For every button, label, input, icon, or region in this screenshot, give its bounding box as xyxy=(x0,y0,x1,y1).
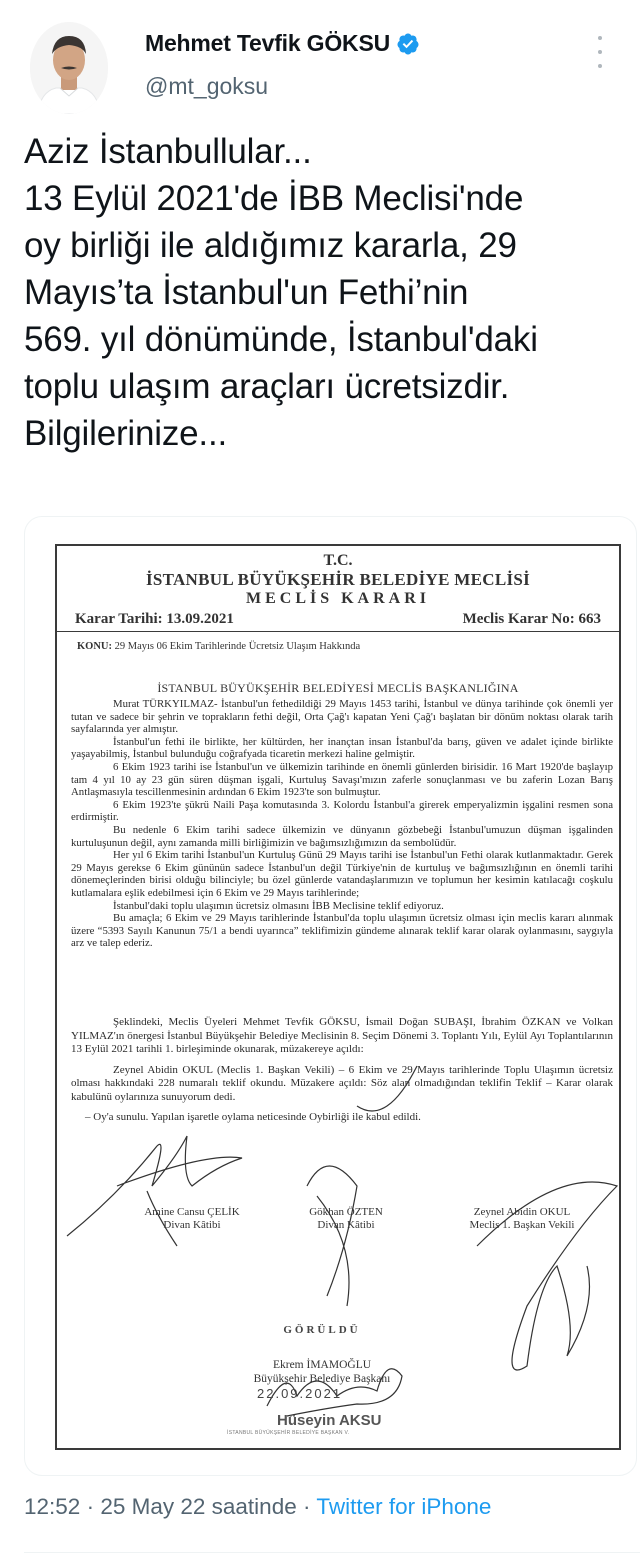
session-paragraph: Şeklindeki, Meclis Üyeleri Mehmet Tevfik GÖKSU, İsmail Doğan SUBAŞI, İbrahim ÖZKAN ve Volkan YILMAZ'ın önergesi İstanbul Büyükşehir Belediye Meclisinin 8. Seçim Dönemi 3. Toplantı Yılı, Eylül Ayı Toplantılarının 13 Eylül 2021 tarihli 1. birleşiminde okunarak, müzakereye açıldı: xyxy=(71,1016,613,1055)
signatory-title: Divan Kâtibi xyxy=(317,1219,375,1231)
doc-paragraph: İstanbul'un fethi ile birlikte, her kültürden, her inançtan insan İstanbul'da barış, güven ve adalet içinde birlikte yaşayabilmiş, İstanbul bulunduğu coğrafyada ticaretin merkezi haline gelmiştir. xyxy=(71,735,613,761)
tweet-date[interactable]: 25 May 22 saatinde xyxy=(100,1494,297,1519)
doc-paragraph: Her yıl 6 Ekim tarihi İstanbul'un Kurtuluş Günü 29 Mayıs tarihi ise İstanbul'un Fethi olarak kutlanmaktadır. Gerek 29 Mayıs gerekse 6 Ekim gününün sadece İstanbul'un değil Türkiye'nin de kurtuluş ve bağımsızlığının en önemli tarihi dönemeçlerinden birisi olduğu bilinciyle; bu özel günlerde vatandaşlarımızın ve toplumun her kesimin katılacağı coşkulu kutlamalara eşlik edebilmesi için 6 Ekim ve 29 Mayıs tarihlerinde; xyxy=(71,849,613,899)
mayor-block xyxy=(227,1358,417,1386)
tweet-media-image[interactable] xyxy=(24,516,637,1476)
subject-text: 29 Mayıs 06 Ekim Tarihlerinde Ücretsiz Ulaşım Hakkında xyxy=(114,641,361,652)
signatory-name: Zeynel Abidin OKUL xyxy=(473,1206,571,1218)
decision-number: Meclis Karar No: 663 xyxy=(462,611,601,627)
doc-tc: T.C. xyxy=(323,552,353,569)
tweet-time[interactable]: 12:52 xyxy=(24,1494,81,1519)
mayor-name: Ekrem İMAMOĞLU xyxy=(272,1359,372,1371)
doc-kind: MECLİS KARARI xyxy=(245,590,430,607)
signatory-3 xyxy=(447,1206,597,1232)
stamp-name: Hüseyin AKSU xyxy=(277,1412,382,1429)
vote-result: – Oy'a sunulu. Yapılan işaretle oylama neticesinde Oybirliği ile kabul edildi. xyxy=(85,1111,421,1123)
avatar-photo-icon xyxy=(30,22,108,114)
signatory-name: Amine Cansu ÇELİK xyxy=(144,1206,240,1218)
tweet-footer xyxy=(24,1494,491,1520)
tweet-text xyxy=(24,128,634,457)
doc-paragraph: Bu amaçla; 6 Ekim ve 29 Mayıs tarihlerinde İstanbul'da toplu ulaşımın ücretsiz olması için meclis kararı alınmak üzere “5393 Sayılı Kanunun 75/1 a bendi uyarınca” teklifimizin gündeme alınarak teklif karar olarak oylanmasını, saygıyla arz ve talep ederiz. xyxy=(71,912,613,950)
signatory-2 xyxy=(271,1206,421,1232)
tweet-source-link[interactable]: Twitter for iPhone xyxy=(316,1494,492,1519)
signatory-title: Divan Kâtibi xyxy=(163,1219,221,1231)
tweet-header xyxy=(0,0,640,120)
signatory-title: Meclis 1. Başkan Vekili xyxy=(469,1219,575,1231)
tweet-line: Bilgilerinize... xyxy=(24,414,227,453)
dot xyxy=(598,64,602,68)
tweet-line: 569. yıl dönümünde, İstanbul'daki xyxy=(24,320,538,359)
dot xyxy=(598,36,602,40)
signatory-name: Gökhan ÖZTEN xyxy=(309,1206,383,1218)
tweet-line: 13 Eylül 2021'de İBB Meclisi'nde xyxy=(24,179,524,218)
tweet-line: Mayıs’ta İstanbul'un Fethi’nin xyxy=(24,273,469,312)
separator: · xyxy=(86,1494,95,1519)
doc-paragraph: Bu nedenle 6 Ekim tarihi sadece ülkemizin ve dünyanın gözbebeği İstanbul'umuzun düşman işgalinden kurtuluşunun değil, aynı zamanda milli birliğimizin ve bağımsızlığımızın da sembolüdür. xyxy=(71,823,613,849)
tweet-line: oy birliği ile aldığımız kararla, 29 xyxy=(24,226,517,265)
tweet-line: toplu ulaşım araçları ücretsizdir. xyxy=(24,367,510,406)
more-options-icon[interactable] xyxy=(594,36,606,68)
doc-paragraph: Murat TÜRKYILMAZ- İstanbul'un fethedildiği 29 Mayıs 1453 tarihi, İstanbul ve dünya tarihinde çok önemli yer tutan ve sadece bir şehrin ve toprakların fethi değil, Orta Çağ'ı kapatan Yeni Çağ'ı başlatan bir dönüm noktası olarak tarih sayfalarında yer almıştır. xyxy=(71,698,613,736)
doc-paragraph: 6 Ekim 1923 tarihi ise İstanbul'un ve ülkemizin tarihinde en önemli günlerden birisidir. 16 Mart 1920'de başlayıp tam 4 yıl 10 ay 23 gün süren düşman işgali, Kurtuluş Savaşı'mızın zaferle sonuçlanması ve bu zaferin Lozan Barış Antlaşmasıyla tescillenmesinin ardından 6 Ekim 1923'te son bulmuştur. xyxy=(71,760,613,799)
decision-date: Karar Tarihi: 13.09.2021 xyxy=(75,611,234,627)
display-name[interactable] xyxy=(145,30,420,57)
handle[interactable]: @mt_goksu xyxy=(145,73,269,99)
display-name-text: Mehmet Tevfik GÖKSU xyxy=(145,30,390,56)
session-paragraph: Zeynel Abidin OKUL (Meclis 1. Başkan Vekili) – 6 Ekim ve 29 Mayıs tarihlerinde Toplu Ulaşımın ücretsiz olması hakkındaki 228 numaralı teklif okundu. Müzakere açıldı: Söz alan olmadığından teklifin Teklif – Karar olarak kabulünü oylarınıza sunuyorum dedi. xyxy=(71,1063,613,1103)
doc-addressee: İSTANBUL BÜYÜKŞEHİR BELEDİYESİ MECLİS BAŞKANLIĞINA xyxy=(157,681,519,695)
seen-label: GÖRÜLDÜ xyxy=(283,1324,361,1336)
stamp-date: 22.09.2021 xyxy=(257,1386,343,1401)
signatory-1 xyxy=(117,1206,267,1232)
verified-badge-icon xyxy=(396,32,420,56)
separator: · xyxy=(303,1494,311,1519)
doc-meta xyxy=(75,611,601,628)
stamp-title: İSTANBUL BÜYÜKŞEHİR BELEDİYE BAŞKAN V. xyxy=(227,1430,350,1436)
avatar[interactable] xyxy=(30,22,108,114)
doc-org: İSTANBUL BÜYÜKŞEHİR BELEDİYE MECLİSİ xyxy=(145,570,531,589)
doc-paragraph: İstanbul'daki toplu ulaşımın ücretsiz olmasını İBB Meclisine teklif ediyoruz. xyxy=(113,899,444,912)
subject-label: KONU: xyxy=(77,641,112,652)
doc-session xyxy=(71,1016,613,1132)
dot xyxy=(598,50,602,54)
divider xyxy=(24,1552,640,1553)
council-decision-document xyxy=(55,544,621,1450)
divider xyxy=(57,631,619,632)
tweet-line: Aziz İstanbullular... xyxy=(24,132,312,171)
doc-body xyxy=(71,698,613,950)
doc-paragraph: 6 Ekim 1923'te şükrü Naili Paşa komutasında 3. Kolordu İstanbul'a girerek emperyalizmin işgalini resmen sona erdirmiştir. xyxy=(71,798,613,824)
mayor-title: Büyükşehir Belediye Başkanı xyxy=(253,1373,391,1385)
doc-subject xyxy=(77,641,360,652)
